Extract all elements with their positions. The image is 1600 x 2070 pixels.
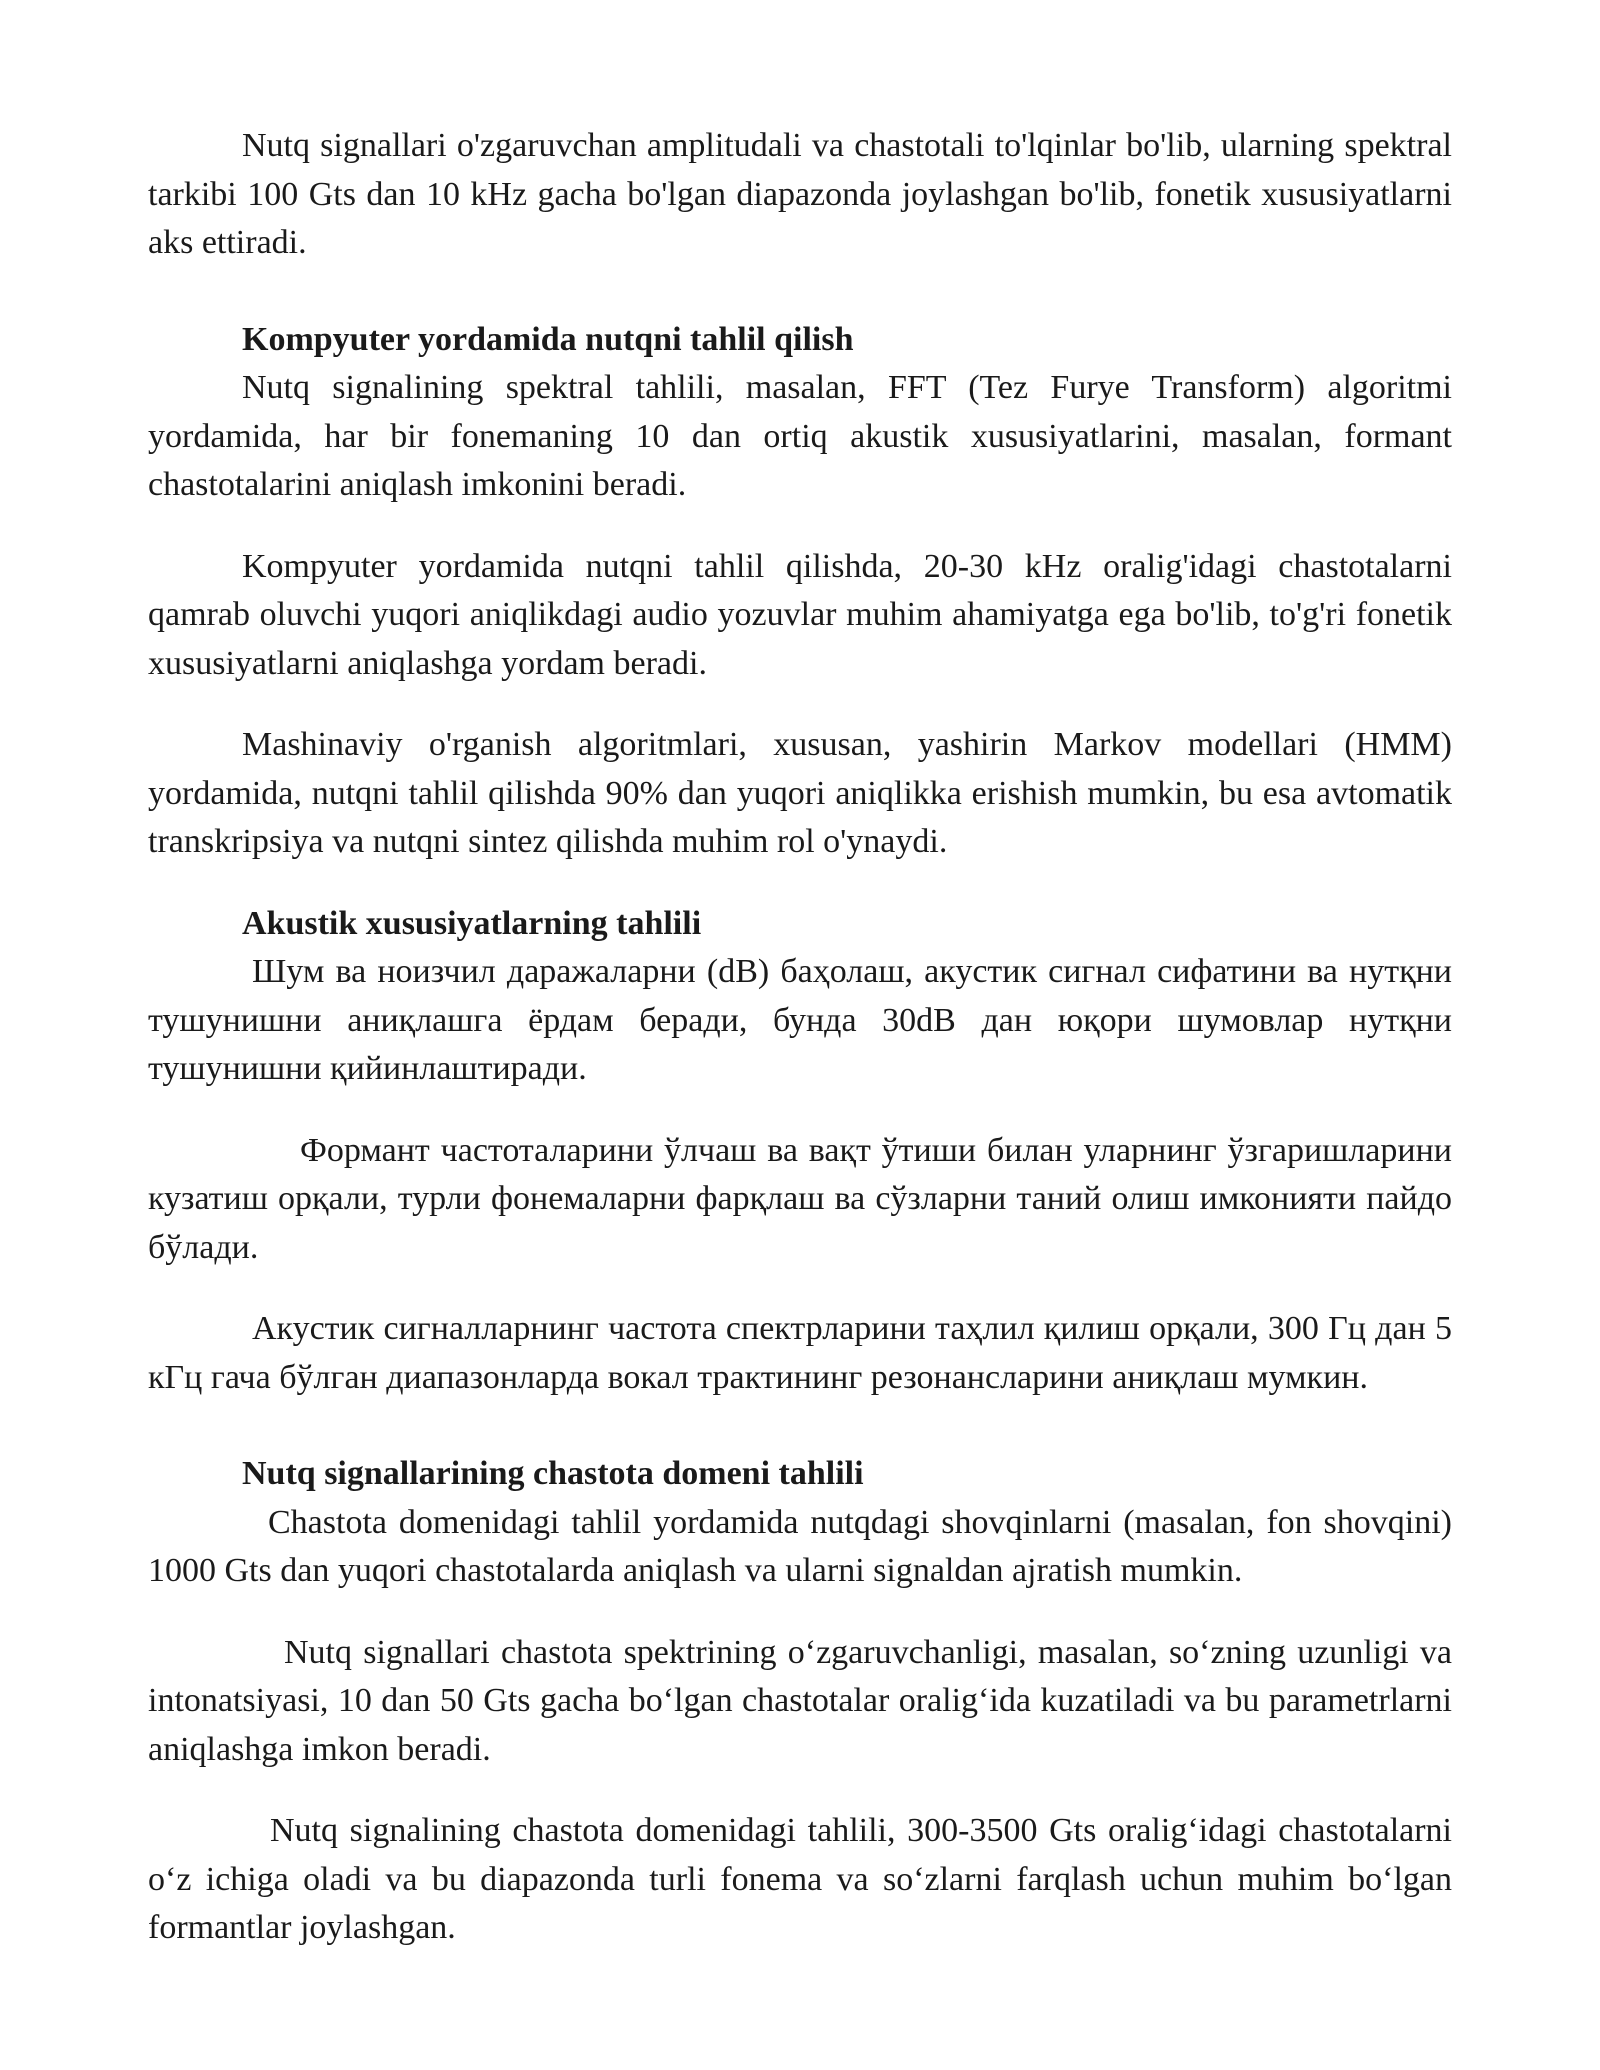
section-heading: Nutq signallarining chastota domeni tahlili — [242, 1455, 864, 1492]
paragraph: Kompyuter yordamida nutqni tahlil qilishda, 20-30 kHz oralig'idagi chastotalarni qamrab oluvchi yuqori aniqlikdagi audio yozuvlar muhim ahamiyatga ega bo'lib, to'g'ri fonetik xususiyatlarni aniqlashga yordam beradi. — [148, 547, 1452, 682]
paragraph: Nutq signallari o'zgaruvchan amplitudali va chastotali to'lqinlar bo'lib, ularning spektral tarkibi 100 Gts dan 10 kHz gacha bo'lgan diapazonda joylashgan bo'lib, fonetik xususiyatlarni aks ettiradi. — [148, 127, 1452, 261]
paragraph: Chastota domenidagi tahlil yordamida nutqdagi shovqinlarni (masalan, fon shovqini) 1000 Gts dan yuqori chastotalarda aniqlash va ularni signaldan ajratish mumkin. — [148, 1503, 1452, 1589]
paragraph: Nutq signalining chastota domenidagi tahlili, 300-3500 Gts oraligʻidagi chastotalarni oʻz ichiga oladi va bu diapazonda turli fonema va soʻzlarni farqlash uchun muhim boʻlgan formantlar joylashgan. — [148, 1812, 1452, 1946]
section-heading: Kompyuter yordamida nutqni tahlil qilish — [242, 320, 854, 358]
section-heading: Akustik xususiyatlarning tahlili — [242, 904, 702, 942]
document-page — [148, 122, 1452, 1986]
paragraph: Mashinaviy o'rganish algoritmlari, xususan, yashirin Markov modellari (HMM) yordamida, nutqni tahlil qilishda 90% dan yuqori aniqlikka erishish mumkin, bu esa avtomatik transkripsiya va nutqni sintez qilishda muhim rol o'ynaydi. — [148, 726, 1452, 860]
paragraph: Формант частоталарини ўлчаш ва вақт ўтиши билан уларнинг ўзгаришларини кузатиш орқали, турли фонемаларни фарқлаш ва сўзларни таний олиш имконияти пайдо бўлади. — [148, 1131, 1452, 1266]
paragraph: Акустик сигналларнинг частота спектрларини таҳлил қилиш орқали, 300 Гц дан 5 кГц гача бўлган диапазонларда вокал трактининг резонансларини аниқлаш мумкин. — [148, 1310, 1452, 1396]
paragraph: Шум ва ноизчил даражаларни (dB) баҳолаш, акустик сигнал сифатини ва нутқни тушунишни аниқлашга ёрдам беради, бунда 30dB дан юқори шумовлар нутқни тушунишни қийинлаштиради. — [148, 953, 1452, 1087]
paragraph: Nutq signalining spektral tahlili, masalan, FFT (Tez Furye Transform) algoritmi yordamida, har bir fonemaning 10 dan ortiq akustik xususiyatlarini, masalan, formant chastotalarini aniqlash imkonini beradi. — [148, 369, 1452, 503]
paragraph: Nutq signallari chastota spektrining oʻzgaruvchanligi, masalan, soʻzning uzunligi va intonatsiyasi, 10 dan 50 Gts gacha boʻlgan chastotalar oraligʻida kuzatiladi va bu parametrlarni aniqlashga imkon beradi. — [148, 1633, 1452, 1768]
